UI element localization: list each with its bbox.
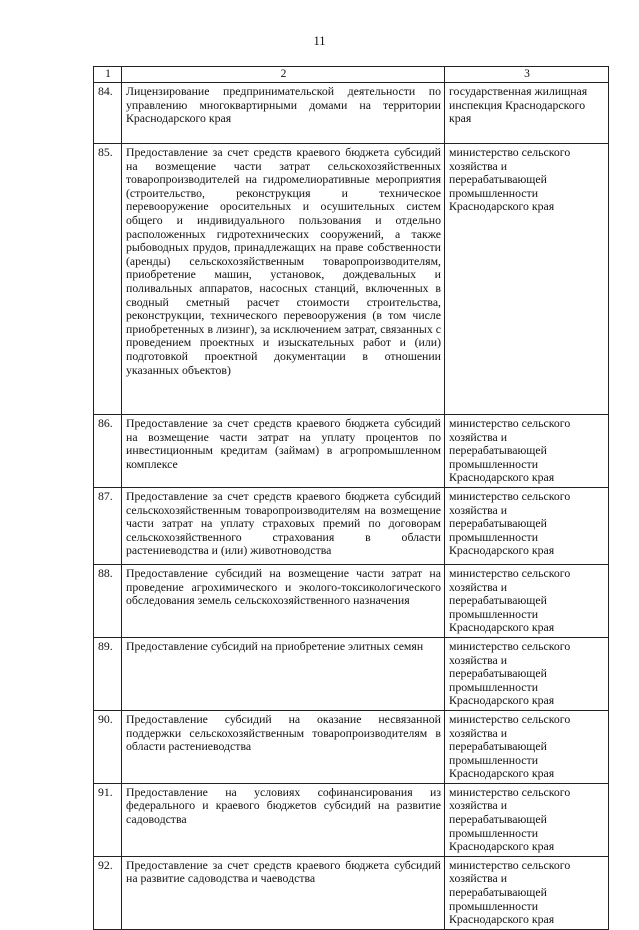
table-row (94, 710, 609, 783)
responsible-authority: министерство сельского хозяйства и перерабатывающей промышленности Краснодарского края (445, 144, 609, 415)
service-description: Предоставление за счет средств краевого бюджета субсидий на возмещение части затрат сельскохозяйственных товаропроизводителей на гидромелиоративные мероприятия (строительство, реконструкция и техническое перевооружение оросительных и осушительных систем общего и индивидуального пользования и отдельно расположенных гидротехнических сооружений, а также рыбоводных прудов, принадлежащих на праве собственности (аренды) сельскохозяйственным товаропроизводителям, приобретение машин, установок, дождевальных и поливальных аппаратов, насосных станций, включенных в сводный сметный расчет стоимости строительства, реконструкции, технического перевооружения (в том числе приобретенных в лизинг), за исключением затрат, связанных с проведением проектных и изыскательных работ и (или) подготовкой проектной документации в отношении указанных объектов) (122, 144, 445, 415)
responsible-authority: министерство сельского хозяйства и перерабатывающей промышленности Краснодарского края (445, 564, 609, 637)
responsible-authority: государственная жилищная инспекция Краснодарского края (445, 83, 609, 144)
service-description: Предоставление субсидий на приобретение элитных семян (122, 637, 445, 710)
table-row (94, 144, 609, 415)
table-row (94, 783, 609, 856)
table-row (94, 83, 609, 144)
table-row (94, 856, 609, 929)
service-description: Предоставление субсидий на оказание несвязанной поддержки сельскохозяйственным товаропроизводителям в области растениеводства (122, 710, 445, 783)
table-header-row (94, 67, 609, 83)
row-number: 87. (94, 487, 122, 564)
column-header-service: 2 (122, 67, 445, 83)
column-header-authority: 3 (445, 67, 609, 83)
row-number: 92. (94, 856, 122, 929)
responsible-authority: министерство сельского хозяйства и перерабатывающей промышленности Краснодарского края (445, 783, 609, 856)
row-number: 89. (94, 637, 122, 710)
table-row (94, 564, 609, 637)
responsible-authority: министерство сельского хозяйства и перерабатывающей промышленности Краснодарского края (445, 487, 609, 564)
responsible-authority: министерство сельского хозяйства и перерабатывающей промышленности Краснодарского края (445, 856, 609, 929)
table-row (94, 415, 609, 488)
service-description: Предоставление субсидий на возмещение части затрат на проведение агрохимического и эколого-токсикологического обследования земель сельскохозяйственного назначения (122, 564, 445, 637)
table-row (94, 487, 609, 564)
responsible-authority: министерство сельского хозяйства и перерабатывающей промышленности Краснодарского края (445, 710, 609, 783)
responsible-authority: министерство сельского хозяйства и перерабатывающей промышленности Краснодарского края (445, 637, 609, 710)
page-number: 11 (313, 34, 326, 48)
services-table (93, 66, 609, 930)
row-number: 91. (94, 783, 122, 856)
service-description: Предоставление за счет средств краевого бюджета субсидий на возмещение части затрат на уплату процентов по инвестиционным кредитам (займам) в агропромышленном комплексе (122, 415, 445, 488)
row-number: 88. (94, 564, 122, 637)
column-header-number: 1 (94, 67, 122, 83)
service-description: Лицензирование предпринимательской деятельности по управлению многоквартирными домами на территории Краснодарского края (122, 83, 445, 144)
service-description: Предоставление за счет средств краевого бюджета субсидий сельскохозяйственным товаропроизводителям на возмещение части затрат на уплату страховых премий по договорам сельскохозяйственного страхования в области растениеводства и (или) животноводства (122, 487, 445, 564)
service-description: Предоставление за счет средств краевого бюджета субсидий на развитие садоводства и чаеводства (122, 856, 445, 929)
row-number: 84. (94, 83, 122, 144)
responsible-authority: министерство сельского хозяйства и перерабатывающей промышленности Краснодарского края (445, 415, 609, 488)
service-description: Предоставление на условиях софинансирования из федерального и краевого бюджетов субсидий на развитие садоводства (122, 783, 445, 856)
table-row (94, 637, 609, 710)
row-number: 85. (94, 144, 122, 415)
row-number: 90. (94, 710, 122, 783)
row-number: 86. (94, 415, 122, 488)
